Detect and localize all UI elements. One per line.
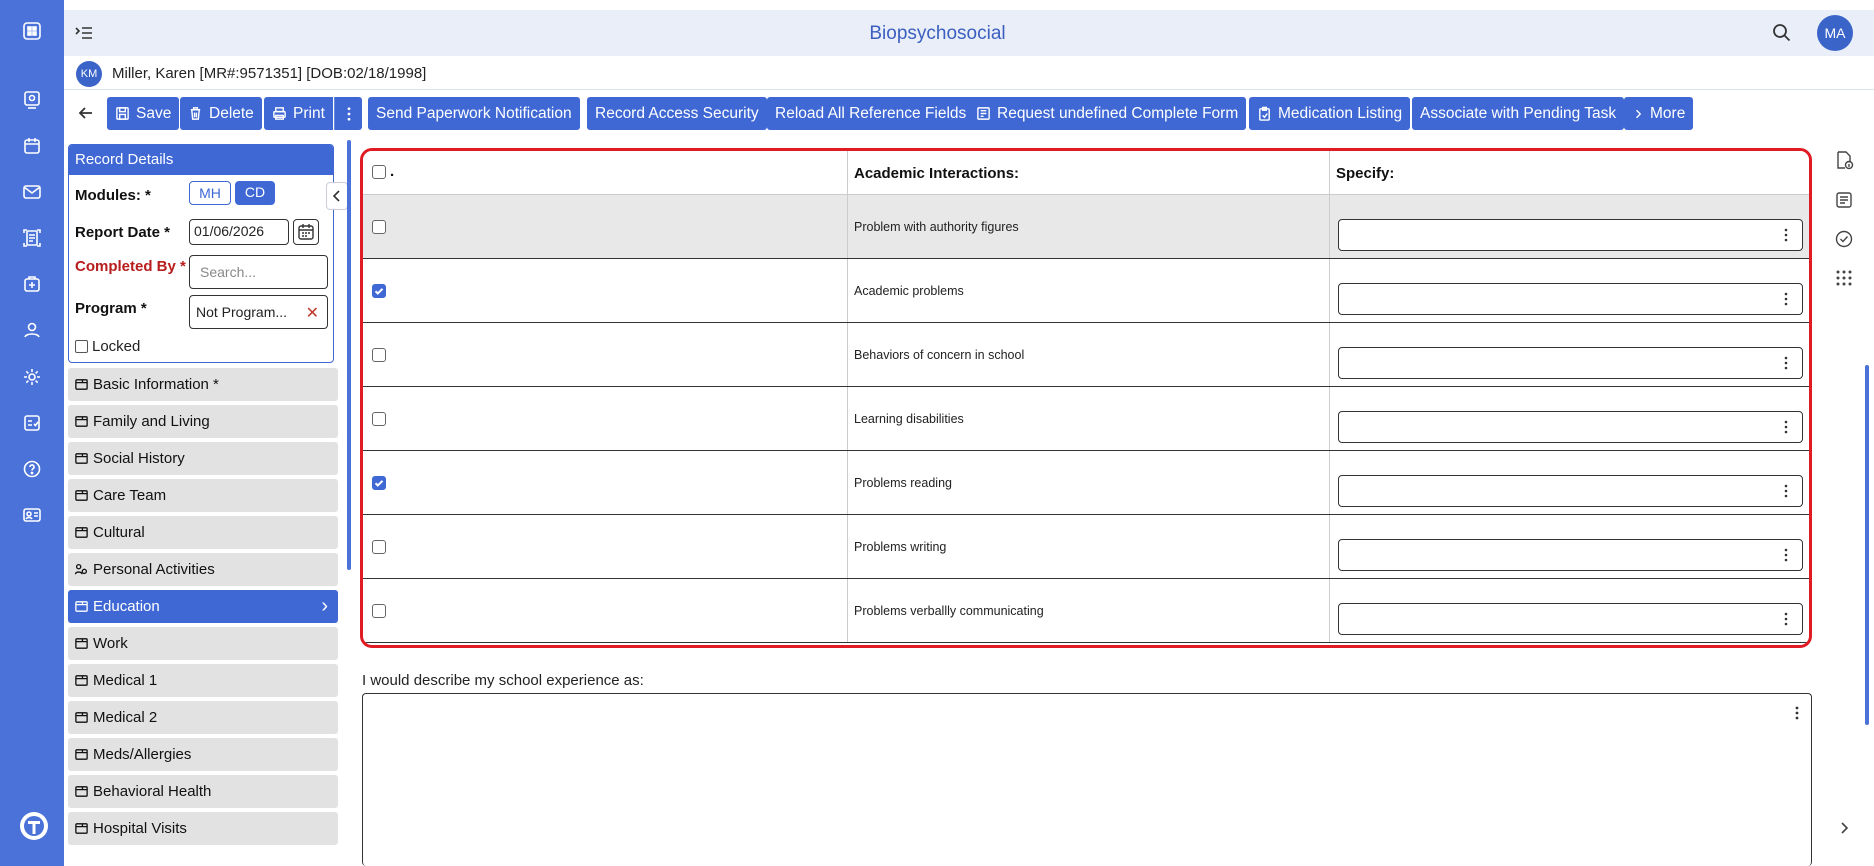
nav-item-personal-activities[interactable] [68,553,338,586]
nav-item-label: Medical 2 [93,709,158,726]
interaction-label: Learning disabilities [854,412,964,426]
row-checkbox[interactable] [372,284,386,298]
nav-item-medical-2[interactable] [68,701,338,734]
interaction-label: Behaviors of concern in school [854,348,1025,362]
clipboard-icon [1257,106,1272,121]
window-icon [74,821,89,836]
nav-item-label: Personal Activities [93,561,215,578]
table-header [363,151,1809,195]
nav-item-label: Family and Living [93,413,210,430]
table-row [363,323,1809,387]
settings-gear-icon[interactable] [22,367,42,387]
save-button[interactable] [107,97,179,130]
nav-item-label: Hospital Visits [93,820,187,837]
nav-item-label: Education [93,598,160,615]
save-label: Save [136,105,172,122]
kebab-icon[interactable] [1784,420,1788,434]
reload-fields-button[interactable] [767,97,974,130]
calendar-icon[interactable] [22,136,42,156]
nav-item-family-and-living[interactable] [68,405,338,438]
chevron-left-icon [330,189,344,203]
interaction-label: Academic problems [854,284,964,298]
save-icon [115,106,130,121]
window-icon [74,488,89,503]
interaction-label: Problem with authority figures [854,220,1019,234]
nav-item-label: Cultural [93,524,145,541]
report-date-input[interactable]: 01/06/2026 [189,219,289,245]
row-checkbox[interactable] [372,540,386,554]
table-row [363,259,1809,323]
interaction-label: Problems verballly communicating [854,604,1044,618]
specify-input[interactable] [1338,603,1803,635]
more-label: More [1650,105,1686,122]
people-icon [74,562,89,577]
window-icon [74,710,89,725]
delete-button[interactable] [180,97,262,130]
id-card-icon[interactable] [22,505,42,525]
interaction-label: Problems reading [854,476,952,490]
printer-icon [272,106,287,121]
specify-input[interactable] [1338,347,1803,379]
kebab-icon[interactable] [1784,612,1788,626]
window-icon [74,747,89,762]
notes-icon[interactable] [1834,190,1854,210]
record-access-button[interactable] [587,97,767,130]
nav-item-hospital-visits[interactable] [68,812,338,845]
row-checkbox[interactable] [372,476,386,490]
trash-icon [188,106,203,121]
row-checkbox[interactable] [372,220,386,234]
table-row [363,195,1809,259]
nav-item-care-team[interactable] [68,479,338,512]
table-row [363,387,1809,451]
user-avatar[interactable]: MA [1817,15,1853,51]
clear-icon[interactable]: ✕ [305,305,319,322]
kebab-icon[interactable] [1784,356,1788,370]
completed-by-input[interactable]: Search... [189,255,328,289]
nav-item-label: Work [93,635,128,652]
patient-avatar: KM [76,61,102,87]
nav-item-basic-information[interactable] [68,368,338,401]
window-icon [74,636,89,651]
select-all-checkbox[interactable] [372,165,386,179]
more-button[interactable] [1624,97,1693,130]
send-paperwork-button[interactable] [368,97,580,130]
kebab-icon[interactable] [1784,484,1788,498]
window-icon [74,673,89,688]
module-chip-cd[interactable]: CD [235,181,275,205]
module-chip-mh[interactable]: MH [189,181,231,205]
kebab-icon[interactable] [1795,706,1799,720]
apps-dots-icon[interactable] [1834,268,1854,288]
select-all-suffix: . [390,163,395,180]
chevron-right-icon [1632,108,1644,120]
nav-item-education[interactable] [68,590,338,623]
kebab-icon[interactable] [1784,228,1788,242]
nav-item-behavioral-health[interactable] [68,775,338,808]
program-value: Not Program... [196,304,288,320]
person-icon[interactable] [22,320,42,340]
school-experience-textarea[interactable] [362,693,1812,866]
report-date-label: Report Date * [75,224,171,241]
school-experience-label: I would describe my school experience as: [362,672,644,689]
nav-item-cultural[interactable] [68,516,338,549]
associate-task-label: Associate with Pending Task [1420,105,1617,122]
print-button[interactable] [264,97,333,130]
monitor-user-icon[interactable] [22,90,42,110]
completed-by-label: Completed By * [75,258,186,275]
nav-item-label: Care Team [93,487,167,504]
specify-input[interactable] [1338,475,1803,507]
kebab-icon [347,107,351,121]
table-row [363,515,1809,579]
window-icon [74,377,89,392]
nav-scrollbar[interactable] [347,140,351,570]
document-info-icon[interactable] [1834,150,1854,170]
checklist-icon[interactable] [22,413,42,433]
associate-task-button[interactable] [1412,97,1624,130]
medication-listing-label: Medication Listing [1278,105,1403,122]
top-bar [64,10,1874,56]
kebab-icon[interactable] [1784,548,1788,562]
locked-label: Locked [92,338,141,355]
help-icon[interactable] [22,459,42,479]
column-header-interactions: Academic Interactions: [854,165,1020,182]
nav-item-label: Basic Information * [93,376,219,393]
calendar-picker-icon[interactable] [293,219,319,245]
send-paperwork-label: Send Paperwork Notification [376,105,572,122]
specify-input[interactable] [1338,539,1803,571]
specify-input[interactable] [1338,219,1803,251]
record-access-label: Record Access Security [595,105,759,122]
program-select[interactable] [189,295,328,329]
table-row [363,579,1809,643]
apps-grid-icon[interactable] [22,21,42,41]
search-icon[interactable] [1771,22,1793,44]
form-icon [976,106,991,121]
table-row [363,451,1809,515]
action-toolbar [64,93,1874,133]
request-form-button[interactable] [968,97,1246,130]
delete-label: Delete [209,105,254,122]
check-circle-icon[interactable] [1834,229,1854,249]
nav-item-label: Meds/Allergies [93,746,192,763]
row-checkbox[interactable] [372,604,386,618]
nav-item-label: Social History [93,450,185,467]
record-details-panel [68,144,334,363]
interaction-label: Problems writing [854,540,947,554]
column-header-specify: Specify: [1336,165,1395,182]
nav-item-work[interactable] [68,627,338,660]
nav-item-social-history[interactable] [68,442,338,475]
document-scan-icon[interactable] [22,228,42,248]
specify-input[interactable] [1338,411,1803,443]
row-checkbox[interactable] [372,412,386,426]
patient-info: Miller, Karen [MR#:9571351] [DOB:02/18/1998] [112,65,427,82]
patient-banner [64,58,1874,90]
chevron-right-icon: › [321,595,328,617]
request-form-label: Request undefined Complete Form [997,105,1239,122]
record-details-title: Record Details [69,145,333,175]
print-options-button[interactable] [334,97,362,130]
modules-label: Modules: * [75,187,151,204]
medication-listing-button[interactable] [1249,97,1410,130]
nav-item-label: Behavioral Health [93,783,212,800]
program-label: Program * [75,300,147,317]
nav-item-label: Medical 1 [93,672,158,689]
back-arrow-icon[interactable] [76,103,96,123]
row-checkbox[interactable] [372,348,386,362]
left-rail [0,0,64,866]
mail-icon[interactable] [22,182,42,202]
reload-fields-label: Reload All Reference Fields [775,105,967,122]
academic-interactions-table [360,148,1812,648]
window-icon [74,451,89,466]
specify-input[interactable] [1338,283,1803,315]
window-icon [74,414,89,429]
collapse-panel-button[interactable] [326,182,348,210]
nav-item-medical-1[interactable] [68,664,338,697]
chevron-right-icon[interactable] [1834,818,1854,838]
window-icon [74,525,89,540]
window-icon [74,599,89,614]
print-label: Print [293,105,325,122]
nav-item-meds-allergies[interactable] [68,738,338,771]
brand-logo-icon [20,812,48,840]
window-icon [74,784,89,799]
page-scrollbar[interactable] [1865,365,1869,725]
locked-checkbox[interactable] [75,340,88,353]
kebab-icon[interactable] [1784,292,1788,306]
page-title: Biopsychosocial [869,23,1006,44]
medical-kit-icon[interactable] [22,274,42,294]
